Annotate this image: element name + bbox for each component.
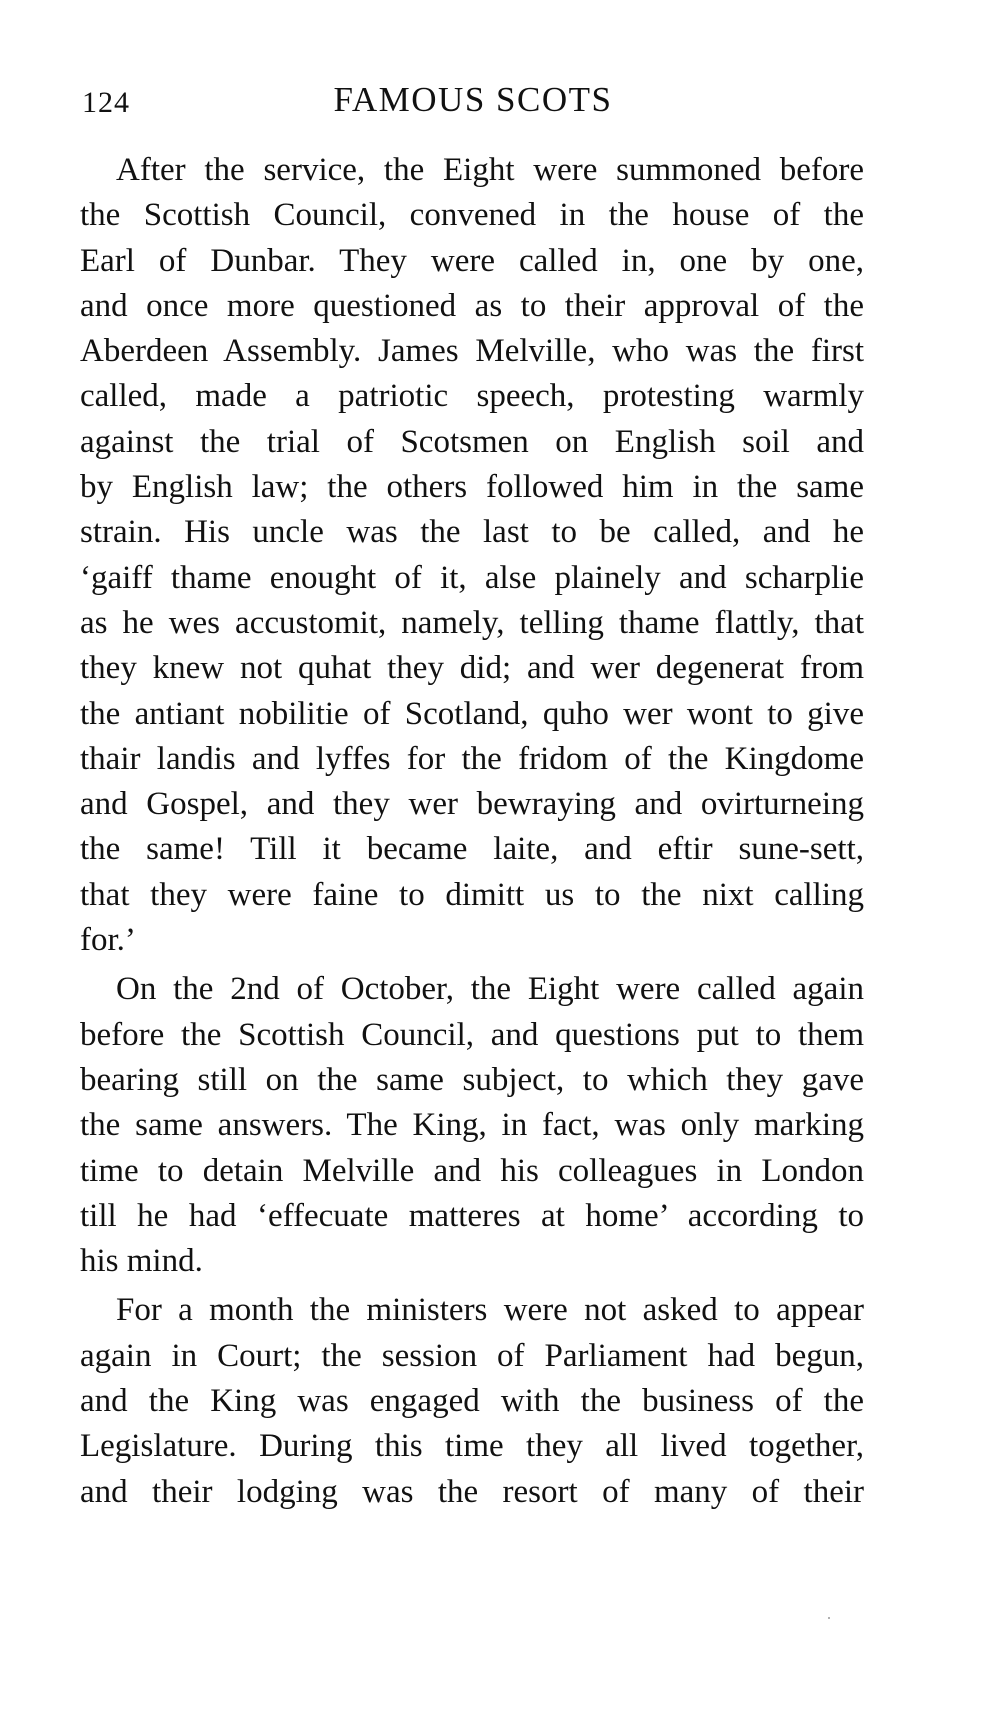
text-line: Legislature. During this time they all lived together, xyxy=(80,1428,864,1465)
text-line: and their lodging was the resort of many of their xyxy=(80,1473,864,1510)
text-line: For a month the ministers were not asked to appear xyxy=(116,1292,864,1329)
text-line: as he wes accustomit, namely, telling thame flattly, that xyxy=(80,604,864,641)
text-line: bearing still on the same subject, to which they gave xyxy=(80,1061,864,1098)
text-line: the same answers. The King, in fact, was only marking xyxy=(80,1107,864,1144)
page-header xyxy=(82,80,864,130)
text-line: time to detain Melville and his colleagues in London xyxy=(80,1152,864,1189)
text-line: the same! Till it became laite, and eftir sune-sett, xyxy=(80,831,864,868)
text-line: and once more questioned as to their approval of the xyxy=(80,287,864,324)
paragraph xyxy=(80,1288,864,1514)
text-line: On the 2nd of October, the Eight were called again xyxy=(116,971,864,1008)
text-line: the antiant nobilitie of Scotland, quho wer wont to give xyxy=(80,695,864,732)
body-text xyxy=(80,148,864,1515)
text-line: they knew not quhat they did; and wer degenerat from xyxy=(80,650,864,687)
text-line: that they were faine to dimitt us to the nixt calling xyxy=(80,876,864,913)
paragraph xyxy=(80,148,864,963)
text-line: and the King was engaged with the business of the xyxy=(80,1383,864,1420)
page-number: 124 xyxy=(82,86,130,119)
text-line: by English law; the others followed him in the same xyxy=(80,469,864,506)
text-line: called, made a patriotic speech, protesting warmly xyxy=(80,378,864,415)
text-line: against the trial of Scotsmen on English soil and xyxy=(80,423,864,460)
text-line: strain. His uncle was the last to be called, and he xyxy=(80,514,864,551)
print-speck xyxy=(828,1617,830,1619)
running-title: FAMOUS SCOTS xyxy=(333,80,613,119)
text-line: again in Court; the session of Parliament had begun, xyxy=(80,1337,864,1374)
text-line: till he had ‘effecuate matteres at home’ according to xyxy=(80,1197,864,1234)
text-line: the Scottish Council, convened in the house of the xyxy=(80,197,864,234)
text-line: Earl of Dunbar. They were called in, one by one, xyxy=(80,242,864,279)
text-line: and Gospel, and they wer bewraying and ovirturneing xyxy=(80,786,864,823)
text-line: for.’ xyxy=(80,922,136,959)
text-line: before the Scottish Council, and questions put to them xyxy=(80,1016,864,1053)
text-line: After the service, the Eight were summoned before xyxy=(116,152,864,188)
text-line: ‘gaiff thame enought of it, alse plainely and scharplie xyxy=(80,559,864,596)
text-line: Aberdeen Assembly. James Melville, who was the first xyxy=(80,333,864,370)
text-line: his mind. xyxy=(80,1243,203,1280)
text-line: thair landis and lyffes for the fridom of the Kingdome xyxy=(80,740,864,777)
paragraph xyxy=(80,967,864,1284)
